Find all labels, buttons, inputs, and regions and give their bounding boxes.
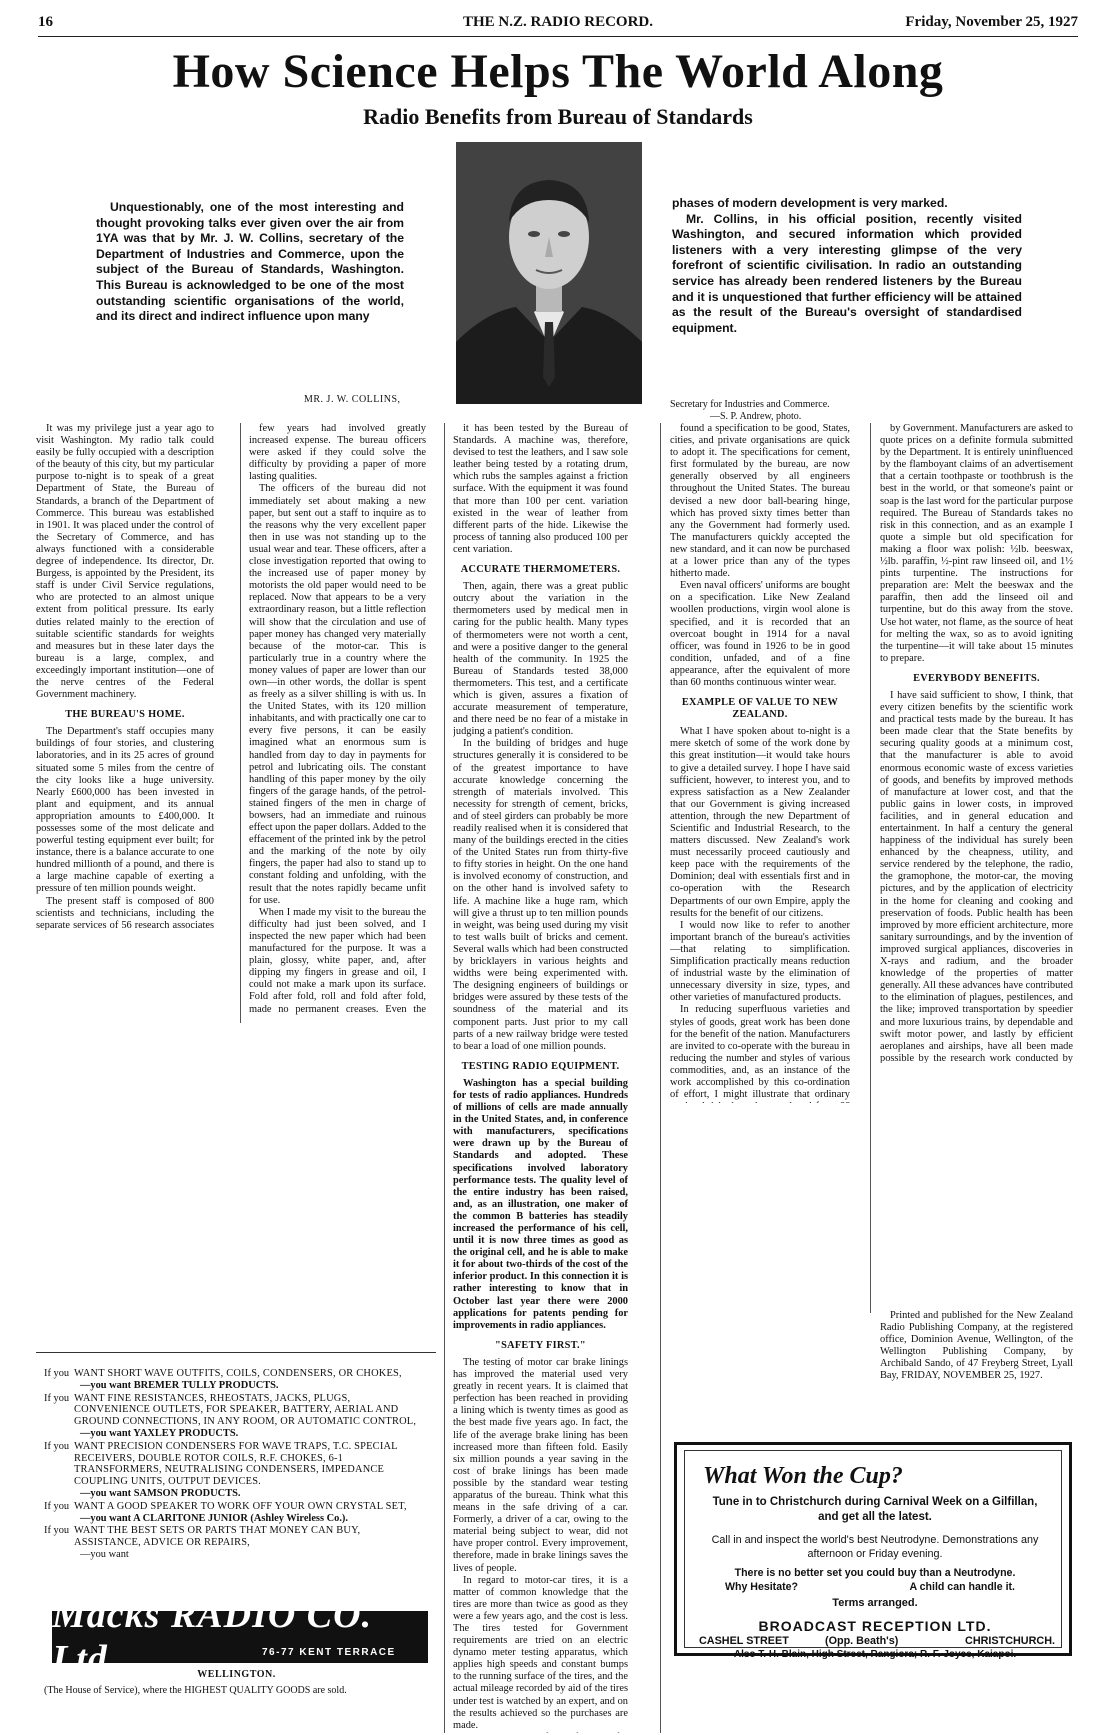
article-headline: How Science Helps The World Along <box>172 45 944 98</box>
section-heading: EVERYBODY BENEFITS. <box>913 672 1040 684</box>
portrait-photo <box>456 142 642 404</box>
cup-ad-title: What Won the Cup? <box>703 1463 903 1489</box>
ad-list-answer: —you want YAXLEY PRODUCTS. <box>80 1427 239 1439</box>
ad-list-item: If you WANT THE BEST SETS OR PARTS THAT MONEY CAN BUY, ASSISTANCE, ADVICE OR REPAIRS, <box>44 1525 361 1549</box>
page-number: 16 <box>38 14 53 30</box>
macks-ad-list <box>44 1368 429 1562</box>
masthead: THE N.Z. RADIO RECORD. <box>462 14 654 30</box>
page-header <box>38 14 1078 36</box>
column-paragraph: by Government. Manufacturers are asked to quote prices on a definite formula submitted by the Department. It is entirely uninfluenced by the flamboyant claims of an advertisement that a certain toothpaste or toothbrush is the best in the world, or that someone's paint or soap is the last word for the particular purpose required. The Bureau of Standards takes no risk in this connection, and as an example I quote a simple but old specification for making a floor wax polish: ½lb. beeswax, ½lb. paraffin, ½-pint raw linseed oil, and 1½ pints turpentine. The instructions for preparation are: Melt the beeswax and the paraffin, then add the linseed oil and turpentine, but do this away from the stove. Use hot water, not flame, as the source of heat for melting the wax, so as to avoid igniting the turpentine—it will take about 15 minutes to prepare. <box>880 423 1073 664</box>
column-paragraph: I have said sufficient to show, I think, that every citizen benefits by the scientific work and practical tests made by the bureau. It has been made clear that the State benefits by securing quality goods at a minimum cost, that the manufacturer is able to avoid enormous economic waste of excess varieties of goods, and benefits by improved methods of manufacture at lower cost, and that the public gains in lower costs, in improved facilities, and in general education and entertainment. In half a century the general happiness of the individual has surely been enhanced by the cheapness, utility, and service rendered by the telephone, the radio, the gramophone, the motor-car, the moving pictures, and by the application of electricity in the home for cleaning and cooking and preservation of foods. Public health has been improved by more efficient architecture, more sanitary surroundings, and by the invention of improved surgical appliances, discoveries in X-rays and radium, and the broader knowledge of the properties of matter generally. All these advances have contributed to the elimination of plagues, pestilences, and the like; improved transportation by speedier and more luxurious trains, by dependable and swift motor power, and lastly by efficient aeroplanes and airships, have all been made possible by the research work conducted by <box>880 689 1073 1063</box>
photo-caption-role: Secretary for Industries and Commerce. <box>670 399 830 410</box>
ad-list-answer: —you want BREMER TULLY PRODUCTS. <box>80 1379 279 1391</box>
ad-list-item: If you WANT SHORT WAVE OUTFITS, COILS, CONDENSERS, OR CHOKES, <box>44 1368 402 1379</box>
logo-wordmark: Macks RADIO CO. Ltd. <box>52 1594 373 1680</box>
cup-ad-company: BROADCAST RECEPTION LTD. <box>758 1618 992 1634</box>
article-column-4 <box>670 423 850 1103</box>
ad-list-item: If you WANT PRECISION CONDENSERS FOR WAVE TRAPS, T.C. SPECIAL RECEIVERS, DOUBLE ROTOR COILS, R.F. CHOKES, 6-1 TRANSFORMERS, NEUTRALISING CONDENSERS, IMPEDANCE COUPLING UNITS, OUTPUT DEVICES. <box>44 1440 398 1488</box>
intro-right-para-1: phases of modern development is very marked. <box>672 196 948 210</box>
column-paragraph: The present staff is composed of 800 scientists and technicians, including the separate services of 56 research associates <box>36 895 214 930</box>
cup-ad-call: Call in and inspect the world's best Neutrodyne. Demonstrations any afternoon or Friday evening. <box>711 1534 1039 1560</box>
column-divider <box>444 423 445 1733</box>
column-paragraph: found a specification to be good, States, cities, and private organisations are quick to adopt it. The specifications for cement, first formulated by the bureau, are now generally observed by all engineers throughout the United States. The bureau devised a new door ball-bearing hinge, which has proved sixty times better than any the Government had formerly used. The manufacturers quickly accepted the new standard, and it can now be purchased at a lower price than any of the types hitherto made. <box>670 423 850 580</box>
column-paragraph: What I have spoken about to-night is a mere sketch of some of the work done by this great institution—it would take hours to give a detailed survey. I hope I have said sufficient, however, to interest you, and to express satisfaction as a New Zealander that our Government is giving increased attention, through the new Department of Scientific and Industrial Research, to the matters discussed. New Zealand's work must necessarily proceed cautiously and keep pace with the requirements of the Dominion; deal with essentials first and in co-operation with the Research Departments of our own Empire, apply the results for the benefit of our citizens. <box>670 726 850 919</box>
intro-left: Unquestionably, one of the most interesting and thought provoking talks ever given over the air from 1YA was that by Mr. J. W. Collins, secretary of the Department of Industries and Commerce, upon the subject of the Bureau of Standards, Washington. This Bureau is acknowledged to be one of the most outstanding scientific organisations of the world, and its direct and indirect influence upon many <box>96 200 404 324</box>
ad-list-item: If you WANT FINE RESISTANCES, RHEOSTATS, JACKS, PLUGS, CONVENIENCE OUTLETS, FOR SPEAKER, BATTERY, AERIAL AND GROUND CONNECTIONS, IN ANY ROOM, OR AUTOMATIC CONTROL, <box>44 1392 417 1428</box>
cup-ad-inner-border <box>684 1450 1062 1660</box>
column-paragraph: The officers of the bureau did not immediately set about making a new paper, but sent out a staff to inquire as to the reasons why the very excellent paper then in use was not standing up to the usual wear and tear. These officers, after a close investigation reported that owing to the increased use of paper money by motorists the old paper would need to be replaced. Now that appears to be a very extraordinary reason, but a little reflection will show that the circulation and use of paper money has changed very materially because of the motor-car. This is particularly true in a country where the money values of paper are lower than our own—in other words, the dollar is spent as freely as a silver shilling is with us. In the United States, with its 120 million inhabitants, and with practically one car to every five persons, it can be easily imagined what an enormous sum is handled from day to day in payments for petrol and lubricating oils. The constant handling of this paper money by the oily fingers of the garage hands, of the petrol-stained fingers of the men in charge of bowsers, had an immediate and ruinous effect upon the paper dollars. Added to the effacement of the printed ink by the petrol and the marking of the note by oily fingers, the paper had also to stand up to constant folding and unfolding, with the result that the notes rapidly became unfit for use. <box>249 483 426 906</box>
cup-ad-tagline: Tune in to Christchurch during Carnival Week on a Gilfillan, and get all the latest. <box>712 1496 1038 1523</box>
column-paragraph: it has been tested by the Bureau of Standards. A machine was, therefore, devised to test the leathers, and I saw sole leather being tested by a rotating drum, which rubs the samples against a friction surface. With the equipment it was found that more than 100 per cent. variation existed in the wear of leather from different parts of the hide. Likewise the process of tanning also produced 100 per cent variation. <box>453 423 628 555</box>
cup-ad-child: A child can handle it. <box>909 1581 1015 1593</box>
column-paragraph: Washington has a special building for tests of radio appliances. Hundreds of millions of cells are made annually in the United States, and, in conference with manufacturers, specifications were drawn up by the Bureau of Standards and adopted. These specifications involved laboratory performance tests. The quality level of the entire industry has been raised, and, as an illustration, one maker of the common B batteries has steadily increased the performance of his cell, until it is now three times as good as the original cell, and he is able to make it for about two-thirds of the cost of the inferior product. In this connection it is rather interesting to know that in October last year there were 2000 applications for patents pending for improvements in radio appliances. <box>453 1077 628 1331</box>
column-divider <box>870 423 871 1313</box>
header-rule <box>38 36 1078 37</box>
logo-address: 76-77 KENT TERRACE <box>262 1647 396 1658</box>
column-paragraph: Then, again, there was a great public outcry about the variation in the thermometers used by medical men in caring for the public health. Many types of thermometers were not worth a cent, and were a positive danger to the general health of the community. In 1925 the Bureau of Standards tested 38,000 thermometers. This test, and a certificate which is given, assures a fixation of accurate measurement of temperature, and there need be no fear of a mistake in judging a patient's condition. <box>453 581 628 738</box>
column-paragraph: In regard to motor-car tires, it is a matter of common knowledge that the tires are more than twice as good as they were a few years ago, and the cost is less. The tires tested for Government requirements are tried on an electric dynamo meter testing apparatus, which applies high speeds and constant bumps to the running surface of the tires, and the actual mileage recorded by aid of the tires under test is watched by an expert, and on the results achieved so the purchases are made. <box>453 1574 628 1731</box>
issue-date: Friday, November 25, 1927 <box>905 14 1078 30</box>
intro-right-para-2: Mr. Collins, in his official position, recently visited Washington, and secured information which provided listeners with a very interesting glimpse of the very forefront of scientific civilisation. In radio an outstanding service has already been rendered listeners by the Bureau and it is unquestioned that further efficiency will be attained as the result of the Bureau's oversight of standardised equipment. <box>672 211 1022 335</box>
ad-list-item: If you WANT A GOOD SPEAKER TO WORK OFF YOUR OWN CRYSTAL SET, <box>44 1500 407 1512</box>
cup-ad-branches: Also T. H. Blain, High Street, Rangiora; R. F. Joyce, Kaiapoi. <box>733 1649 1017 1660</box>
cup-ad-better: There is no better set you could buy than a Neutrodyne. <box>734 1567 1016 1579</box>
ad-divider <box>36 1352 436 1353</box>
photo-caption-title <box>670 399 870 423</box>
imprint-notice: Printed and published for the New Zealand Radio Publishing Company, at the registered office, Dominion Avenue, Wellington, of the Wellington Publishing Company, by Archibald Sando, of 47 Freyberg Street, Lyall Bay, FRIDAY, NOVEMBER 25, 1927. <box>880 1310 1073 1382</box>
column-paragraph <box>453 1732 628 1733</box>
column-paragraph: The testing of motor car brake linings has improved the material used very greatly in recent years. It is claimed that perfection has been reached in providing a lining which is twenty times as good as the best made five years ago. In fact, the life of the average brake lining has been increased more than fifteen fold. Easily six million pounds a year saving in the cost of brake linings has been made possible by the standard wear testing apparatus of the bureau. Think what this means in the safe driving of a car. Formerly, a driver of a car, owing to the material being subject to wear, did not have proper control. Every improvement, therefore, made in brake linings saves the lives of people. <box>453 1356 628 1574</box>
macks-footer: (The House of Service), where the HIGHEST QUALITY GOODS are sold. <box>44 1685 347 1696</box>
article-column-2 <box>249 423 426 1017</box>
photo-credit: —S. P. Andrew, photo. <box>710 411 802 422</box>
cup-ad-city: CHRISTCHURCH. <box>965 1635 1055 1647</box>
column-paragraph: In reducing superfluous varieties and styles of goods, great work has been done for the benefit of the nation. Manufacturers are invited to co-operate with the bureau in reducing the number and styles of various commodities, and, as an instance of the work accomplished by this co-ordination of effort, I might illustrate that ordinary <box>670 1004 850 1101</box>
ad-list-answer: —you want <box>80 1548 129 1560</box>
article-column-3 <box>453 423 628 1733</box>
column-paragraph: Even naval officers' uniforms are bought on a specification. Like New Zealand woollen productions, virgin wool alone is specified, and it is recorded that an overcoat bought in 1914 for a naval officer, was found in 1926 to be in good condition, unfaded, and of a fine appearance, after the equivalent of more than 60 months continuous winter wear. <box>670 580 850 688</box>
column-paragraph: In the building of bridges and huge structures generally it is considered to be of the greatest importance to have accurate knowledge concerning the strength of materials involved. This necessity for strength of cement, bricks, and of steel girders can probably be more readily realised when it is considered that many of the buildings erected in the cities of the United States run from thirty-five to fifty stories in height. On the one hand is involved economy of construction, and on the other hand is involved safety to life. A machine like a huge ram, which will give a thrust up to ten million pounds in weight, was being used during my visit to test walls built of bricks and cement. Several walls which had been constructed by bricklayers in various heights and widths were being experimented with. The designing engineers of buildings or bridges were assured by these tests of the soundness of the material and its component parts. Just prior to my call parts of a new railway bridge were tested to bear a load of one million pounds. <box>453 738 628 1052</box>
column-paragraph: few years had involved greatly increased expense. The bureau officers were asked if they could solve the difficulty by providing a paper of more lasting qualities. <box>249 423 426 483</box>
column-paragraph: The Department's staff occupies many buildings of four stories, and clustering laboratories, and in its 25 acres of ground situated some 5 miles from the centre of the city looks like a huge university. Nearly £600,000 has been invested in plant and equipment, and its annual appropriation amounts to £400,000. It possesses some of the most delicate and powerful testing equipment ever built; for instance, there is a balance accurate to one hundred millionth of a pound, and there is a large machine capable of exerting a pressure of ten million pounds weight. <box>36 726 214 895</box>
intro-right <box>672 196 1022 336</box>
cup-ad-box <box>674 1442 1072 1660</box>
article-subhead: Radio Benefits from Bureau of Standards <box>363 104 753 129</box>
ad-list-answer: —you want SAMSON PRODUCTS. <box>80 1487 241 1499</box>
column-divider <box>660 423 661 1733</box>
section-heading: EXAMPLE OF VALUE TO NEW ZEALAND. <box>681 697 839 721</box>
column-divider <box>240 423 241 1023</box>
section-heading: ACCURATE THERMOMETERS. <box>460 564 621 576</box>
column-paragraph: When I made my visit to the bureau the difficulty had just been solved, and I inspected the new paper which had been manufactured for the purpose. It was a plain, glossy, white paper, and, after dipping my fingers in grease and oil, I could not make a mark upon its surface. Fold after fold, roll and fold after fold, made no permanent creases. Even the <box>249 906 426 1015</box>
cup-ad-hesitate: Why Hesitate? <box>725 1581 798 1593</box>
article-column-1 <box>36 423 214 930</box>
ad-list-answer: —you want A CLARITONE JUNIOR (Ashley Wireless Co.). <box>80 1512 348 1524</box>
cup-ad-street: CASHEL STREET <box>699 1635 789 1647</box>
section-heading: THE BUREAU'S HOME. <box>65 709 185 721</box>
photo-caption-name: MR. J. W. COLLINS, <box>304 394 401 405</box>
column-paragraph: It was my privilege just a year ago to visit Washington. My radio talk could easily be fully occupied with a description of the beauty of this city, but my particular purpose to-night is to speak of a great Department of State, the Bureau of Standards, a branch of the Department of Commerce. This bureau was established in 1901. It was placed under the control of the Secretary of Commerce, and has always functioned with a considerable degree of independence. Its director, Dr. Burgess, is appointed by the President, its staff is under Civil Service regulations, who are protected to an almost unique extent from political pressure. Its early duties related mainly to the erection of suitable scientific standards for weights and measures but in these later days the bureau is a large, complex, and exceedingly important institution—one of the nerve centres of the Federal Government machinery. <box>36 423 214 701</box>
section-heading: "SAFETY FIRST." <box>495 1339 586 1351</box>
column-paragraph: I would now like to refer to another important branch of the bureau's activities—that relating to simplification. Simplification practically means reduction of industrial waste by the elimination of unnecessary diversity in size, types, and other varieties of manufactured products. <box>670 919 850 1004</box>
article-column-5 <box>880 423 1073 1063</box>
cup-ad-terms: Terms arranged. <box>832 1597 918 1609</box>
cup-ad-opp: (Opp. Beath's) <box>825 1635 899 1647</box>
section-heading: TESTING RADIO EQUIPMENT. <box>461 1060 620 1072</box>
macks-city: WELLINGTON. <box>197 1669 276 1680</box>
